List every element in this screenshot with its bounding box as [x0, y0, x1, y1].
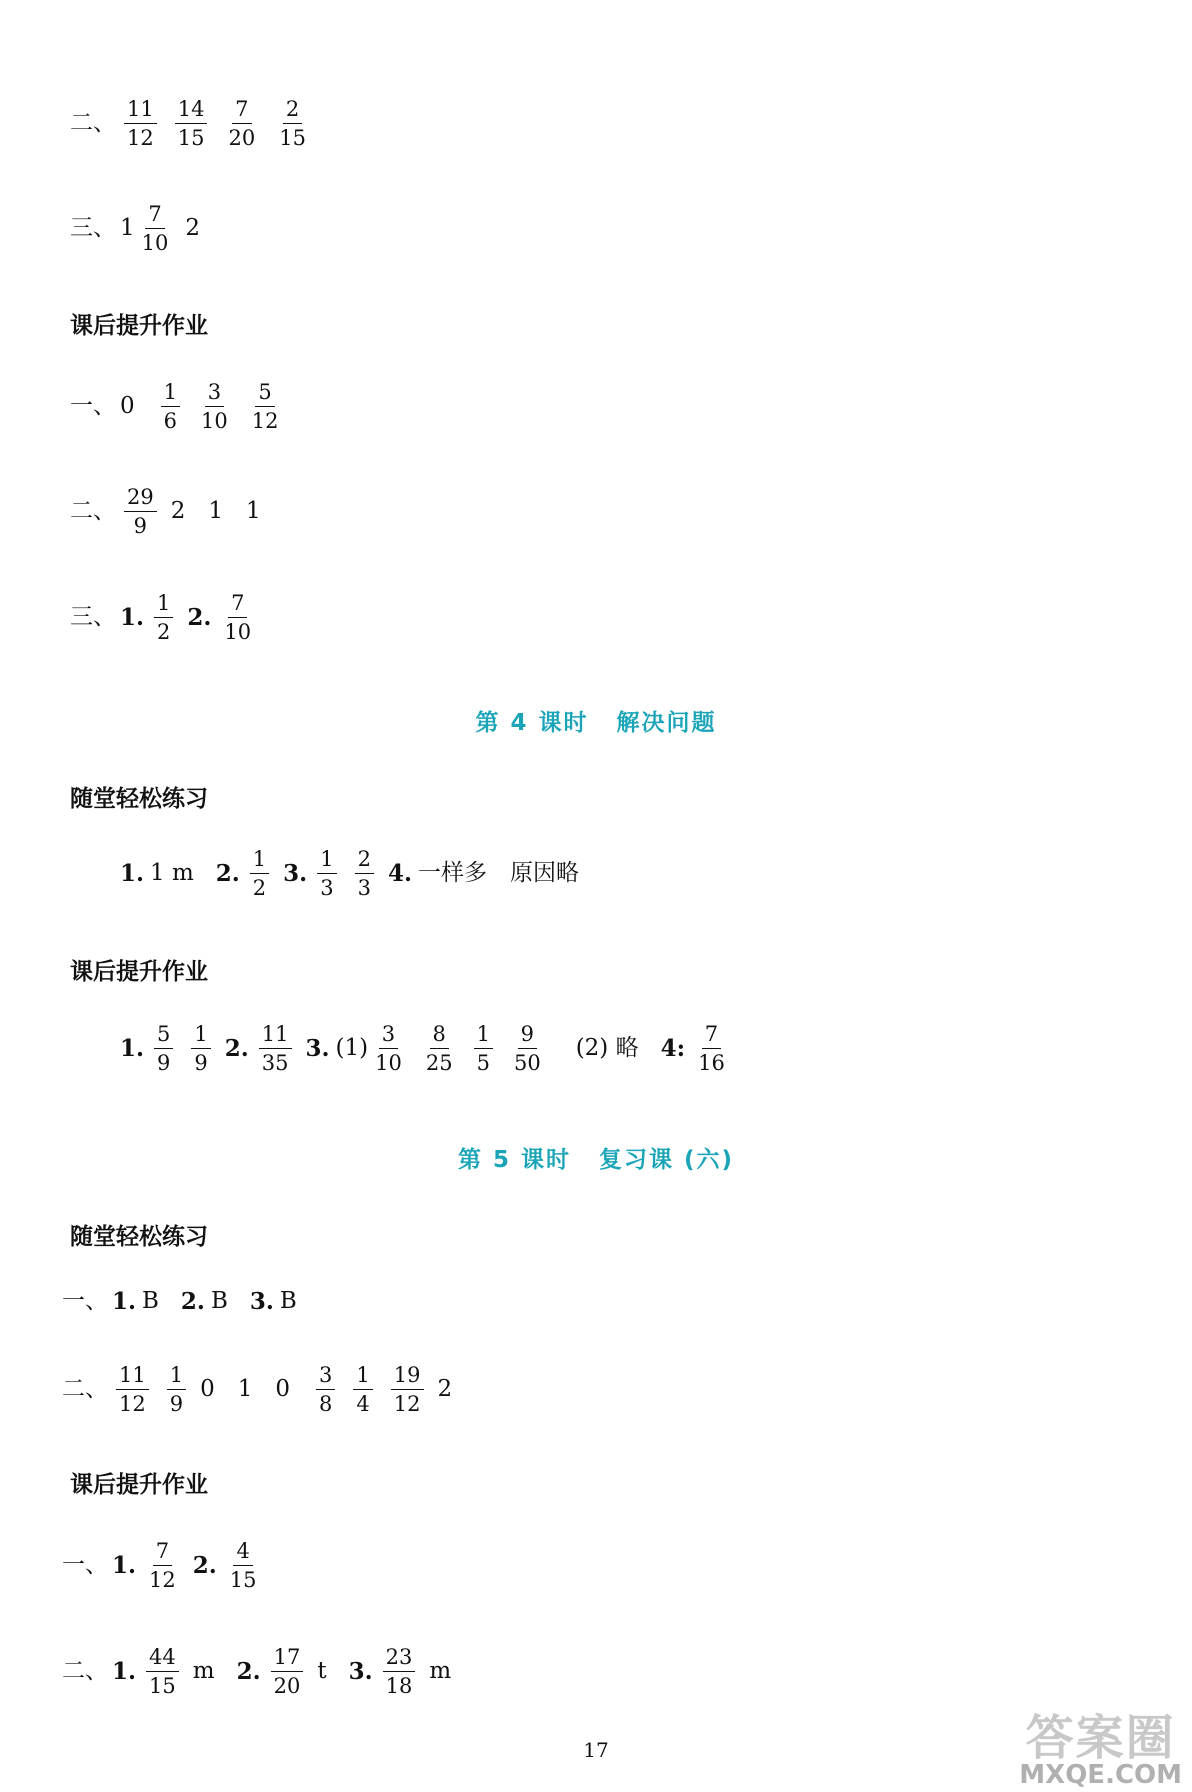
- watermark: [1019, 1710, 1182, 1790]
- fraction: $\frac{7}{10}$: [224, 591, 252, 645]
- answer-line-5: [70, 592, 268, 643]
- item-label: 二、: [62, 1376, 108, 1403]
- answer-line-10: [62, 1540, 274, 1591]
- subheading: 课后提升作业: [70, 313, 208, 339]
- lesson-title: 解决问题: [616, 710, 717, 736]
- item-label: 二、: [62, 1658, 108, 1685]
- whole-number: 1: [120, 215, 135, 242]
- item-label: 一、: [70, 393, 116, 420]
- subheading: 课后提升作业: [70, 1472, 208, 1498]
- answer-text: (1): [335, 1035, 369, 1062]
- question-number: 4.: [387, 860, 412, 888]
- fraction: $\frac{1}{2}$: [250, 848, 269, 899]
- answer-text: 2: [437, 1376, 453, 1403]
- question-number: 1.: [112, 1658, 137, 1686]
- question-number: 2.: [215, 860, 240, 888]
- question-number: 1.: [120, 1035, 145, 1063]
- item-label: 三、: [70, 604, 116, 631]
- page-number: 17: [583, 1738, 609, 1762]
- fraction: $\frac{7}{12}$: [149, 1539, 176, 1593]
- answer-line-8: [62, 1290, 297, 1313]
- unit: t: [317, 1658, 327, 1685]
- item-label: 二、: [70, 498, 116, 525]
- answer-text: 一样多 原因略: [417, 860, 579, 887]
- answer-text: (2) 略: [575, 1035, 639, 1062]
- item-label: 三、: [70, 215, 116, 242]
- fraction: $\frac{14}{15}$: [175, 98, 208, 149]
- lesson-label: 第 4 课时: [475, 710, 589, 736]
- question-number: 1.: [120, 604, 145, 632]
- fraction: $\frac{5}{12}$: [251, 380, 279, 434]
- question-number: 1.: [112, 1288, 137, 1315]
- lesson-title: 复习课 (六): [599, 1147, 735, 1173]
- answer-line-1: [70, 98, 323, 149]
- question-number: 3.: [283, 860, 308, 888]
- section-heading-lesson-5: [0, 1141, 1192, 1174]
- fraction: $\frac{7}{10}$: [141, 202, 169, 256]
- fraction: $\frac{29}{9}$: [124, 486, 157, 537]
- fraction: $\frac{3}{10}$: [201, 380, 228, 434]
- section-heading-lesson-4: [0, 704, 1192, 737]
- fraction: $\frac{2}{3}$: [355, 848, 374, 899]
- fraction: $\frac{5}{9}$: [154, 1023, 173, 1074]
- question-number: 2.: [236, 1658, 261, 1686]
- question-number: 2.: [192, 1552, 217, 1580]
- fraction: $\frac{1}{3}$: [317, 848, 336, 899]
- subheading: 课后提升作业: [70, 959, 208, 985]
- answer-text: B: [279, 1288, 297, 1314]
- subheading: 随堂轻松练习: [70, 1224, 208, 1250]
- fraction: $\frac{1}{9}$: [167, 1364, 186, 1415]
- fraction: $\frac{3}{8}$: [316, 1364, 335, 1415]
- item-label: 一、: [62, 1288, 108, 1314]
- fraction: $\frac{3}{10}$: [375, 1022, 402, 1076]
- fraction: $\frac{19}{12}$: [391, 1364, 424, 1415]
- question-number: 3.: [348, 1658, 373, 1686]
- fraction: $\frac{1}{9}$: [191, 1023, 210, 1074]
- question-number: 2.: [187, 604, 212, 632]
- answer-line-3: [70, 381, 295, 432]
- answer-line-7: [120, 1023, 742, 1074]
- answer-line-6: [120, 848, 579, 899]
- item-label: 二、: [70, 110, 116, 137]
- question-number: 3.: [305, 1035, 330, 1063]
- subheading: 随堂轻松练习: [70, 786, 208, 812]
- answer-line-2: [70, 203, 200, 254]
- question-number: 3.: [249, 1288, 274, 1315]
- watermark-logo: 答案圈: [1025, 1710, 1176, 1766]
- answer-line-11: [62, 1646, 451, 1697]
- question-number: 2.: [180, 1288, 205, 1315]
- fraction: $\frac{9}{50}$: [513, 1022, 541, 1076]
- fraction: $\frac{1}{2}$: [154, 592, 173, 643]
- fraction: $\frac{11}{12}$: [116, 1364, 149, 1415]
- answer-text: 1 m: [150, 860, 194, 887]
- fraction: $\frac{1}{5}$: [474, 1023, 493, 1074]
- answer-line-4: [70, 486, 261, 537]
- answer-text: 2: [185, 215, 201, 242]
- fraction: $\frac{1}{4}$: [353, 1364, 372, 1415]
- question-number: 4:: [660, 1035, 686, 1063]
- item-label: 一、: [62, 1552, 108, 1579]
- fraction: $\frac{11}{35}$: [259, 1023, 292, 1074]
- fraction: $\frac{7}{16}$: [698, 1022, 725, 1076]
- fraction: $\frac{4}{15}$: [229, 1539, 257, 1593]
- fraction: $\frac{8}{25}$: [425, 1022, 453, 1076]
- question-number: 1.: [112, 1552, 137, 1580]
- question-number: 1.: [120, 860, 145, 888]
- lesson-label: 第 5 课时: [457, 1147, 571, 1173]
- watermark-site: MXQE.COM: [1019, 1760, 1182, 1790]
- unit: m: [429, 1658, 452, 1685]
- unit: m: [192, 1658, 215, 1685]
- answer-text: B: [210, 1288, 228, 1314]
- fraction: $\frac{23}{18}$: [383, 1646, 416, 1697]
- answer-text: 2 1 1: [170, 498, 261, 525]
- fraction: $\frac{17}{20}$: [271, 1646, 304, 1697]
- answer-text: 0 1 0: [200, 1376, 291, 1403]
- fraction: $\frac{11}{12}$: [124, 98, 157, 149]
- answer-line-9: [62, 1364, 452, 1415]
- fraction: $\frac{7}{20}$: [228, 97, 256, 151]
- fraction: $\frac{44}{15}$: [146, 1646, 179, 1697]
- fraction: $\frac{1}{6}$: [161, 381, 180, 432]
- question-number: 2.: [224, 1035, 249, 1063]
- answer-text: B: [142, 1288, 159, 1314]
- answer-text: 0: [120, 393, 135, 420]
- fraction: $\frac{2}{15}$: [279, 97, 306, 151]
